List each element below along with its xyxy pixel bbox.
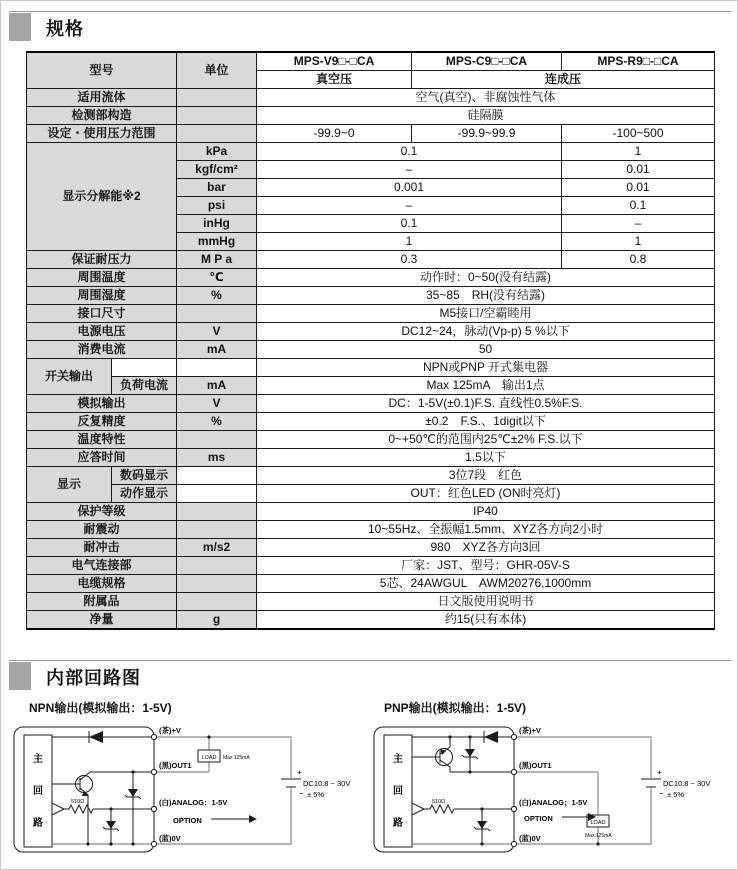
sublabel-cell: 负荷电流 xyxy=(112,377,177,395)
resistor-value-label: 510Ω xyxy=(71,799,85,805)
row-vibration xyxy=(27,521,715,539)
unit-cell: psi xyxy=(177,197,257,215)
unit-cell: ℃ xyxy=(177,269,257,287)
row-value: NPN或PNP 开式集电器 xyxy=(257,359,715,377)
main-circuit-char: 回 xyxy=(393,786,403,797)
option-label: OPTION xyxy=(524,814,553,823)
row-value: M5接口/空霸睦用 xyxy=(257,305,715,323)
main-circuit-char: 主 xyxy=(33,754,43,765)
vacuum-pressure-cell: 真空压 xyxy=(257,71,412,89)
row-range xyxy=(27,125,715,143)
terminal-0v-label: (蓝)0V xyxy=(519,834,541,843)
row-value: 1 xyxy=(562,143,715,161)
row-connector xyxy=(27,557,715,575)
row-value: 0.001 xyxy=(257,179,562,197)
unit-cell xyxy=(177,467,257,485)
row-weight xyxy=(27,611,715,630)
sublabel-cell: 动作显示 xyxy=(112,485,177,503)
unit-cell: % xyxy=(177,287,257,305)
unit-cell: V xyxy=(177,323,257,341)
row-label: 保护等级 xyxy=(27,503,177,521)
row-response xyxy=(27,449,715,467)
section-divider-line xyxy=(9,11,731,12)
model-v9-cell: MPS-V9□-□CA xyxy=(257,52,412,71)
unit-cell xyxy=(177,107,257,125)
row-value: – xyxy=(257,197,562,215)
pnp-transistor-icon xyxy=(412,735,453,772)
terminal-out-label: (黑)OUT1 xyxy=(159,761,192,770)
row-value: 0.1 xyxy=(562,197,715,215)
unit-cell xyxy=(177,431,257,449)
row-label: 设定・使用压力范围 xyxy=(27,125,177,143)
unit-cell xyxy=(177,503,257,521)
row-label: 反复精度 xyxy=(27,413,177,431)
row-value: 0.01 xyxy=(562,161,715,179)
zener-diode-icon xyxy=(462,735,478,773)
spec-table xyxy=(26,51,715,630)
row-value: – xyxy=(257,161,562,179)
row-switch-output xyxy=(27,359,715,377)
section-marker-block xyxy=(9,13,31,41)
row-label: 附属品 xyxy=(27,593,177,611)
unit-cell: m/s2 xyxy=(177,539,257,557)
battery-minus-label: − xyxy=(659,789,664,798)
row-label: 耐冲击 xyxy=(27,539,177,557)
model-c9-cell: MPS-C9□-□CA xyxy=(412,52,562,71)
row-value: 0.1 xyxy=(257,215,562,233)
unit-cell xyxy=(177,593,257,611)
row-fluid xyxy=(27,89,715,107)
row-load-current xyxy=(27,377,715,395)
load-label: LOAD xyxy=(201,755,217,761)
row-value: 1.5以下 xyxy=(257,449,715,467)
unit-cell: bar xyxy=(177,179,257,197)
row-value: 0.8 xyxy=(562,251,715,269)
unit-cell: mA xyxy=(177,377,257,395)
row-value: DC12~24，脉动(Vp-p) 5 %以下 xyxy=(257,323,715,341)
range-compound: -99.9~99.9 xyxy=(412,125,562,143)
battery-voltage-label: DC10.8 ~ 30V xyxy=(663,779,711,788)
option-label: OPTION xyxy=(173,816,202,825)
row-withstand xyxy=(27,251,715,269)
row-value: 35~85 RH(没有结露) xyxy=(257,287,715,305)
terminal-out-label: (黑)OUT1 xyxy=(519,761,552,770)
row-label: 模拟输出 xyxy=(27,395,177,413)
row-protection xyxy=(27,503,715,521)
model-header-cell: 型号 xyxy=(27,52,177,89)
row-value: 日文版使用说明书 xyxy=(257,593,715,611)
row-shock xyxy=(27,539,715,557)
buffer-amp-icon xyxy=(52,803,64,815)
unit-cell xyxy=(177,89,257,107)
row-value: 约15(只有本体) xyxy=(257,611,715,630)
row-value: 动作时：0~50(没有结露) xyxy=(257,269,715,287)
load-label: LOAD xyxy=(590,820,606,826)
header-row-models xyxy=(27,52,715,71)
battery-plus-label: + xyxy=(297,768,302,777)
row-value: 1 xyxy=(257,233,562,251)
compound-pressure-cell: 连成压 xyxy=(412,71,715,89)
model-r9-cell: MPS-R9□-□CA xyxy=(562,52,715,71)
row-label: 开关输出 xyxy=(27,359,112,395)
unit-header-cell: 单位 xyxy=(177,52,257,89)
unit-cell: g xyxy=(177,611,257,630)
battery-tolerance-label: ± 5% xyxy=(307,790,325,799)
main-circuit-char: 回 xyxy=(33,786,43,797)
row-label: 显示 xyxy=(27,467,112,503)
main-circuit-char: 路 xyxy=(393,818,403,829)
unit-cell xyxy=(177,359,257,377)
pnp-circuit-diagram xyxy=(366,717,726,869)
row-resolution-kpa xyxy=(27,143,715,161)
row-port xyxy=(27,305,715,323)
circuit-section-title: 内部回路图 xyxy=(46,668,141,688)
diode-icon xyxy=(484,731,498,743)
unit-cell xyxy=(177,575,257,593)
row-display-digital xyxy=(27,467,715,485)
spec-section-title: 规格 xyxy=(46,19,84,39)
row-label: 适用流体 xyxy=(27,89,177,107)
battery-icon xyxy=(281,775,301,793)
row-value: Max 125mA 输出1点 xyxy=(257,377,715,395)
buffer-amp-icon xyxy=(412,803,424,815)
row-value: 980 XYZ各方向3回 xyxy=(257,539,715,557)
row-label: 周围温度 xyxy=(27,269,177,287)
row-label: 耐震动 xyxy=(27,521,177,539)
resistor-icon xyxy=(430,805,454,813)
row-label: 电缆规格 xyxy=(27,575,177,593)
row-label: 保证耐压力 xyxy=(27,251,177,269)
sublabel-cell: 数码显示 xyxy=(112,467,177,485)
row-temp-char xyxy=(27,431,715,449)
row-value: 空气(真空)、非腐蚀性气体 xyxy=(257,89,715,107)
row-value: OUT：红色LED (ON时亮灯) xyxy=(257,485,715,503)
row-repeat xyxy=(27,413,715,431)
row-current xyxy=(27,341,715,359)
row-label: 周围湿度 xyxy=(27,287,177,305)
unit-cell: M P a xyxy=(177,251,257,269)
row-label: 消费电流 xyxy=(27,341,177,359)
row-value: 硅隔膜 xyxy=(257,107,715,125)
resistor-icon xyxy=(69,805,93,813)
unit-cell xyxy=(177,305,257,323)
unit-cell xyxy=(177,485,257,503)
battery-plus-label: + xyxy=(657,768,662,777)
terminal-analog-label: (白)ANALOG：1-5V xyxy=(159,798,228,807)
row-label: 电气连接部 xyxy=(27,557,177,575)
resistor-value-label: 510Ω xyxy=(432,799,446,805)
range-r9: -100~500 xyxy=(562,125,715,143)
row-label: 接口尺寸 xyxy=(27,305,177,323)
row-value: 0.01 xyxy=(562,179,715,197)
battery-voltage-label: DC10.8 ~ 30V xyxy=(303,779,351,788)
terminal-v-label: (茶)+V xyxy=(159,726,181,735)
terminal-0v-label: (蓝)0V xyxy=(159,834,181,843)
section-marker-block xyxy=(9,662,31,690)
row-value: 0.3 xyxy=(257,251,562,269)
unit-cell: % xyxy=(177,413,257,431)
unit-cell: V xyxy=(177,395,257,413)
row-analog xyxy=(27,395,715,413)
row-value: 3位7段 红色 xyxy=(257,467,715,485)
main-circuit-char: 主 xyxy=(393,754,403,765)
row-amb-hum xyxy=(27,287,715,305)
battery-minus-label: − xyxy=(299,789,304,798)
section-divider-line xyxy=(9,660,731,661)
unit-cell: kPa xyxy=(177,143,257,161)
row-sensor xyxy=(27,107,715,125)
terminal-analog-label: (白)ANALOG；1-5V xyxy=(519,798,588,807)
unit-cell xyxy=(177,125,257,143)
option-arrow-icon xyxy=(211,815,257,823)
pnp-circuit-title: PNP输出(模拟输出：1-5V) xyxy=(384,701,527,715)
row-value: 10~55Hz、全振幅1.5mm、XYZ各方向2小时 xyxy=(257,521,715,539)
row-voltage xyxy=(27,323,715,341)
row-value: IP40 xyxy=(257,503,715,521)
load-max-label: Max.125mA xyxy=(585,833,612,839)
unit-cell xyxy=(177,557,257,575)
row-value: DC：1-5V(±0.1)F.S. 直线性0.5%F.S. xyxy=(257,395,715,413)
row-accessory xyxy=(27,593,715,611)
unit-cell xyxy=(177,521,257,539)
battery-icon xyxy=(641,775,661,793)
row-value: ±0.2 F.S.、1digit以下 xyxy=(257,413,715,431)
range-vacuum: -99.9~0 xyxy=(257,125,412,143)
zener-diode-icon xyxy=(474,807,490,845)
row-cable xyxy=(27,575,715,593)
zener-diode-icon xyxy=(103,807,119,845)
diode-icon xyxy=(89,731,103,743)
row-display-action xyxy=(27,485,715,503)
unit-cell: inHg xyxy=(177,215,257,233)
empty-sublabel-cell xyxy=(112,359,177,377)
terminal-v-label: (茶)+V xyxy=(519,726,541,735)
unit-cell: mA xyxy=(177,341,257,359)
npn-circuit-title: NPN输出(模拟输出：1-5V) xyxy=(29,701,172,715)
row-value: – xyxy=(562,215,715,233)
row-value: 0.1 xyxy=(257,143,562,161)
row-value: 5芯、24AWGUL AWM20276,1000mm xyxy=(257,575,715,593)
unit-cell: mmHg xyxy=(177,233,257,251)
row-value: 50 xyxy=(257,341,715,359)
row-value: 厂家：JST、型号：GHR-05V-S xyxy=(257,557,715,575)
row-value: 1 xyxy=(562,233,715,251)
zener-diode-icon xyxy=(125,770,141,845)
row-value: 0~+50℃的范围内25℃±2% F.S.以下 xyxy=(257,431,715,449)
row-label: 净量 xyxy=(27,611,177,630)
npn-circuit-diagram xyxy=(11,717,366,869)
row-label: 检测部构造 xyxy=(27,107,177,125)
unit-cell: ms xyxy=(177,449,257,467)
row-amb-temp xyxy=(27,269,715,287)
battery-tolerance-label: ± 5% xyxy=(667,790,685,799)
load-max-label: Max.125mA xyxy=(223,755,250,761)
resolution-label: 显示分解能※2 xyxy=(27,143,177,251)
main-circuit-char: 路 xyxy=(33,818,43,829)
row-label: 电源电压 xyxy=(27,323,177,341)
row-label: 温度特性 xyxy=(27,431,177,449)
row-label: 应答时间 xyxy=(27,449,177,467)
unit-cell: kgf/cm² xyxy=(177,161,257,179)
